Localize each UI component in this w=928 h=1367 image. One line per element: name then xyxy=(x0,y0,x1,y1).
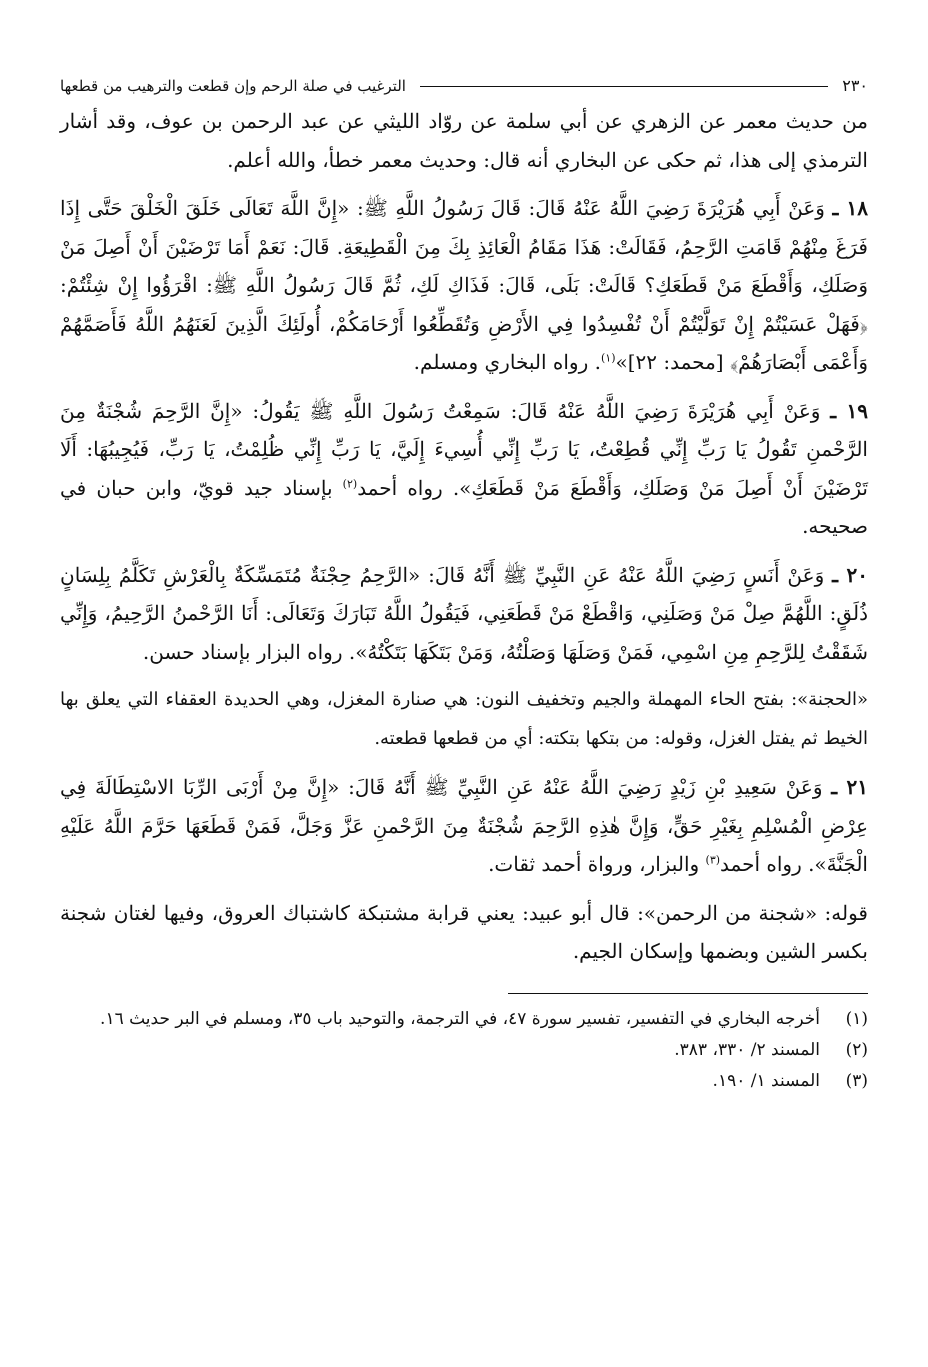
footnote-item xyxy=(60,1004,868,1035)
footnote-ref[interactable]: (٣) xyxy=(705,853,721,867)
footnote-number: (١) xyxy=(845,1008,868,1029)
hadith-18 xyxy=(60,189,868,382)
explanation-note-21 xyxy=(60,894,868,971)
footnotes xyxy=(60,1004,868,1097)
footnote-number: (٢) xyxy=(845,1039,868,1060)
hadith-21 xyxy=(60,768,868,884)
footnote-number: (٣) xyxy=(845,1070,868,1091)
hadith-number: ٢٠ ـ xyxy=(832,562,868,587)
page-number: ٢٣٠ xyxy=(842,76,868,95)
intro-text: من حديث معمر عن الزهري عن أبي سلمة عن روّاد الليثي عن عبد الرحمن بن عوف، وقد أشار الترمذي إلى هذا، ثم حكى عن البخاري أنه قال: وحديث معمر خطأ، والله أعلم. xyxy=(60,109,869,172)
footnote-item xyxy=(60,1066,868,1097)
footnote-text: المسند ٢/ ٣٣٠، ٣٨٣. xyxy=(674,1039,820,1060)
hadith-number: ٢١ ـ xyxy=(831,775,868,799)
footnote-ref[interactable]: (١) xyxy=(600,351,616,365)
hadith-number: ١٩ ـ xyxy=(830,398,868,423)
hadith-text: وَعَنْ أَبِي هُرَيْرَةَ رَضِيَ اللَّهُ عَنْهُ قَالَ: قَالَ رَسُولُ اللَّهِ ﷺ: «إِنَّ اللَّهَ تَعَالَى خَلَقَ الْخَلْقَ حَتَّى إِذَا فَرَغَ مِنْهُمْ قَامَتِ الرَّحِمُ، فَقَالَتْ: هَذَا مَقَامُ الْعَائِذِ بِكَ مِنَ الْقَطِيعَةِ. قَالَ: نَعَمْ أَمَا تَرْضَيْنَ أَنْ أَصِلَ مَنْ وَصَلَكِ، وَأَقْطَعَ مَنْ قَطَعَكِ؟ قَالَتْ: بَلَى، قَالَ: فَذَاكِ لَكِ، ثُمَّ قَالَ رَسُولُ اللَّهِ ﷺ: اقْرَؤُوا إِنْ شِئْتُمْ: ﴿فَهَلْ عَسَيْتُمْ إِنْ تَوَلَّيْتُمْ أَنْ تُفْسِدُوا فِي الأَرْضِ وَتُقَطِّعُوا أَرْحَامَكُمْ، أُولَئِكَ الَّذِينَ لَعَنَهُمُ اللَّهُ فَأَصَمَّهُمْ وَأَعْمَى أَبْصَارَهُمْ﴾ [محمد: ٢٢]» xyxy=(60,196,868,374)
running-header xyxy=(60,70,868,102)
note-text: قوله: «شجنة من الرحمن»: قال أبو عبيد: يعني قرابة مشتبكة كاشتباك العروق، وفيها لغتان شجنة بكسر الشين وبضمها وإسكان الجيم. xyxy=(60,900,868,963)
page xyxy=(60,70,868,1097)
hadith-19 xyxy=(60,392,868,546)
footnote-separator xyxy=(508,993,868,994)
hadith-20 xyxy=(60,556,868,672)
header-rule xyxy=(420,86,828,87)
hadith-text: وَعَنْ سَعِيدِ بْنِ زَيْدٍ رَضِيَ اللَّهُ عَنْهُ عَنِ النَّبِيِّ ﷺ أَنَّهُ قَالَ: «إِنَّ مِنْ أَرْبَى الرِّبَا الاسْتِطَالَةَ فِي عِرْضِ الْمُسْلِمِ بِغَيْرِ حَقٍّ، وَإِنَّ هٰذِهِ الرَّحِمَ شُجْنَةٌ مِنَ الرَّحْمنِ عَزَّ وَجَلَّ، فَمَنْ قَطَعَهَا حَرَّمَ اللَّهُ عَلَيْهِ الْجَنَّةَ». رواه أحمد xyxy=(60,775,868,876)
running-title: الترغيب في صلة الرحم وإن قطعت والترهيب من قطعها xyxy=(60,77,406,95)
hadith-source: . رواه البخاري ومسلم. xyxy=(413,350,601,374)
hadith-text: وَعَنْ أَبِي هُرَيْرَةَ رَضِيَ اللَّهُ عَنْهُ قَالَ: سَمِعْتُ رَسُولَ اللَّهِ ﷺ يَقُولُ: «إِنَّ الرَّحِمَ شُجْنَةٌ مِنَ الرَّحْمنِ تَقُولُ يَا رَبِّ إِنِّي قُطِعْتُ، يَا رَبِّ إِنِّي أُسِيءَ إِلَيَّ، يَا رَبِّ إِنِّي ظُلِمْتُ، يَا رَبِّ، فَيُجِيبُهَا: أَلَا تَرْضَيْنَ أَنْ أَصِلَ مَنْ وَصَلَكِ، وَأَقْطَعَ مَنْ قَطَعَكِ». رواه أحمد xyxy=(60,398,868,500)
hadith-text: وَعَنْ أَنَسٍ رَضِيَ اللَّهُ عَنْهُ عَنِ النَّبِيِّ ﷺ أَنَّهُ قَالَ: «الرَّحِمُ حِجْنَةٌ مُتَمَسِّكَةٌ بِالْعَرْشِ تَكَلَّمُ بِلِسَانٍ ذُلَقٍ: اللَّهُمَّ صِلْ مَنْ وَصَلَنِي، وَاقْطَعْ مَنْ قَطَعَنِي، فَيَقُولُ اللَّهُ تَبَارَكَ وَتَعَالَى: أَنَا الرَّحْمنُ الرَّحِيمُ، وَإِنِّي شَقَقْتُ لِلرَّحِمِ مِنِ اسْمِي، فَمَنْ وَصَلَهَا وَصَلْتُهُ، وَمَنْ بَتَكَهَا بَتَكْتُهُ». رواه البزار بإسناد حسن. xyxy=(60,562,868,664)
footnote-text: أخرجه البخاري في التفسير، تفسير سورة ٤٧، في الترجمة، والتوحيد باب ٣٥، ومسلم في البر حديث ١٦. xyxy=(100,1008,820,1029)
footnote-ref[interactable]: (٢) xyxy=(342,476,358,490)
explanation-note-20 xyxy=(60,681,868,758)
hadith-source: بإسناد جيد قويّ، وابن حبان في صحيحه. xyxy=(60,475,868,538)
footnote-item xyxy=(60,1035,868,1066)
intro-paragraph xyxy=(60,102,868,179)
footnote-text: المسند ١/ ١٩٠. xyxy=(712,1070,820,1091)
hadith-source: والبزار، ورواة أحمد ثقات. xyxy=(488,852,706,876)
note-text: «الحجنة»: بفتح الحاء المهملة والجيم وتخفيف النون: هي صنارة المغزل، وهي الحديدة العقفاء التي يعلق بها الخيط ثم يفتل الغزل، وقوله: من بتكها بتكته: أي من قطعها قطعته. xyxy=(60,689,868,749)
hadith-number: ١٨ ـ xyxy=(832,196,868,220)
